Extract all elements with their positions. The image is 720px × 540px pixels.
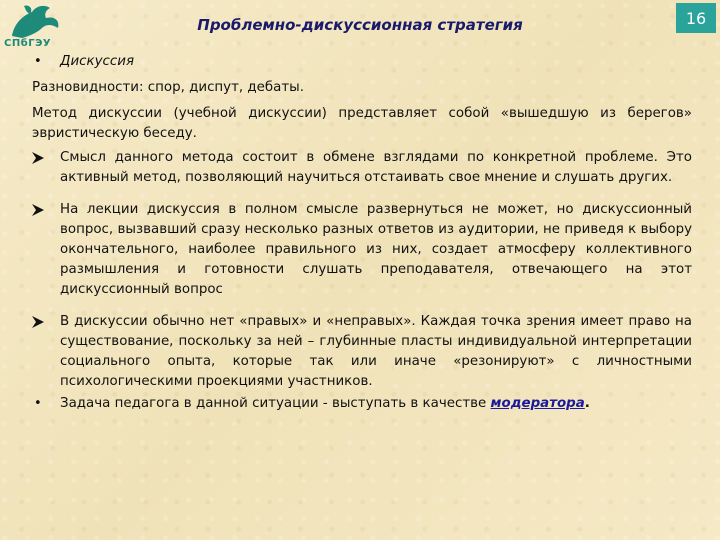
arrow-bullet-icon	[32, 152, 44, 164]
bullet-item-discussion	[32, 52, 692, 72]
varieties-text: Разновидности: спор, диспут, дебаты.	[32, 80, 305, 95]
bullet-dot-icon: •	[34, 54, 42, 69]
page-number-badge: 16	[676, 3, 716, 33]
bullet-label: Дискуссия	[60, 54, 135, 69]
bullet-end: .	[584, 396, 590, 411]
bullet-text: Задача педагога в данной ситуации - выступать в качестве	[60, 396, 491, 411]
bullet-dot-icon: •	[34, 396, 42, 411]
arrow-item-text: На лекции дискуссия в полном смысле развернуться не может, но дискуссионный вопрос, вызвавший сразу несколько разных ответов из аудитории, не приведя к выбору окончательного, наиболее правильного из них, создает атмосферу коллективного размышления и готовности слушать преподавателя, отвечающего на этот дискуссионный вопрос	[60, 202, 692, 297]
bullet-item-teacher-task	[32, 394, 692, 414]
arrow-item-text: В дискуссии обычно нет «правых» и «неправых». Каждая точка зрения имеет право на существование, поскольку за ней – глубинные пласты индивидуальной интерпретации социального опыта, которые так или иначе «резонируют» с личностными психологическими проекциями участников.	[60, 314, 692, 389]
moderator-link[interactable]: модератора	[490, 396, 585, 411]
page-title: Проблемно-дискуссионная стратегия	[197, 16, 523, 34]
logo-text: СПбГЭУ	[4, 38, 52, 49]
method-text: Метод дискуссии (учебной дискуссии) представляет собой «вышедшую из берегов» эвристическую беседу.	[32, 106, 692, 141]
slide-content	[32, 52, 692, 414]
arrow-item-3	[32, 312, 692, 392]
arrow-item-text: Смысл данного метода состоит в обмене взглядами по конкретной проблеме. Это активный метод, позволяющий научиться отстаивать свое мнение и слушать других.	[60, 150, 692, 185]
arrow-item-2	[32, 200, 692, 300]
arrow-bullet-icon	[32, 316, 44, 328]
arrow-item-1	[32, 148, 692, 188]
arrow-bullet-icon	[32, 204, 44, 216]
